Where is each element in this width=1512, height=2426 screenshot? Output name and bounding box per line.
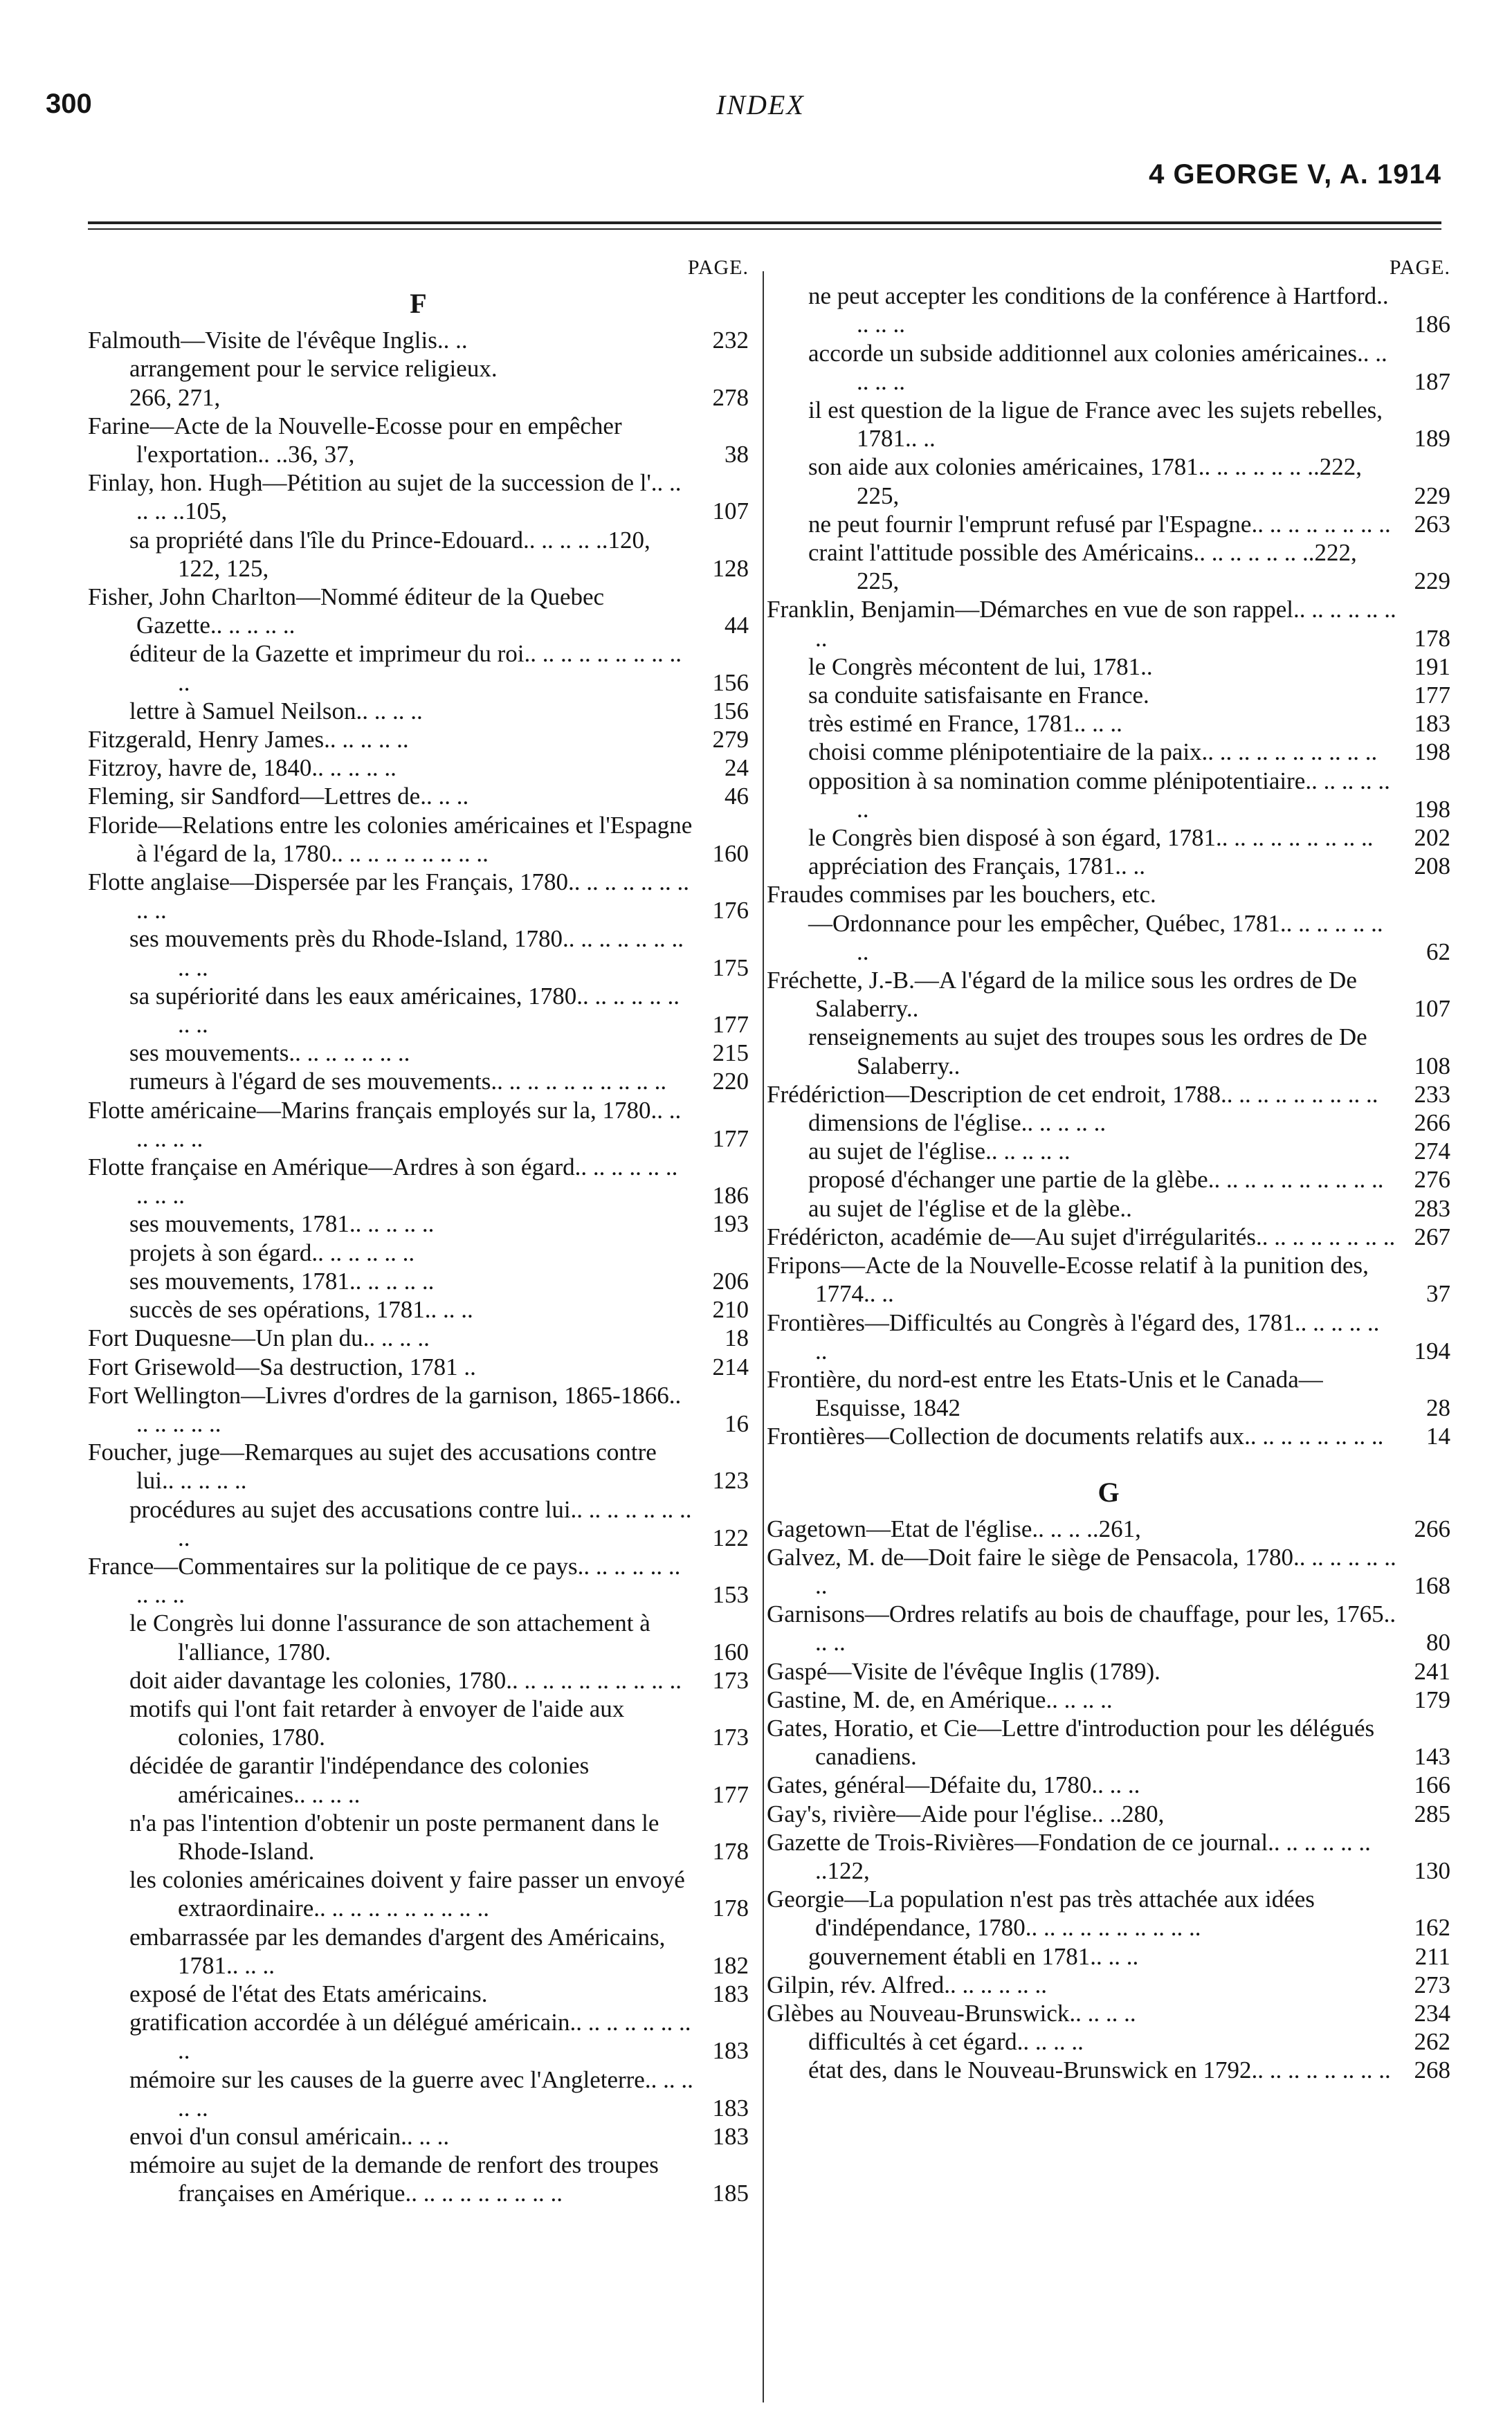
index-entry [767,1422,1450,1450]
entry-text: choisi comme plénipotentiaire de la paix.. .. .. .. .. .. .. .. .. .. [808,738,1378,766]
entry-text: Franklin, Benjamin—Démarches en vue de son rappel.. .. .. .. .. .. .. [767,596,1396,652]
entry-text: motifs qui l'ont fait retarder à envoyer de l'aide aux colonies, 1780. [129,1695,625,1751]
header-rule-thin [88,228,1441,230]
entry-page-ref: 202 [1414,824,1450,852]
entry-page-ref: 16 [725,1410,749,1437]
index-entry [767,966,1450,1023]
entry-text: décidée de garantir l'indépendance des colonies américaines.. .. .. .. [129,1752,590,1808]
entry-text: craint l'attitude possible des Américains.. .. .. .. .. .. ..222, 225, [808,539,1357,595]
index-subentry [88,1039,749,1067]
entry-text: ses mouvements.. .. .. .. .. .. .. [129,1039,410,1067]
entry-text: accorde un subside additionnel aux colonies américaines.. .. .. .. .. [808,339,1387,395]
index-entry [767,1543,1450,1600]
index-subentry [767,909,1450,966]
index-subentry [767,1165,1450,1194]
entry-page-ref: 178 [712,1895,749,1922]
entry-text: Falmouth—Visite de l'évêque Inglis.. .. [88,327,468,354]
entry-text: Fripons—Acte de la Nouvelle-Ecosse relatif à la punition des, 1774.. .. [767,1252,1369,1308]
index-subentry [767,681,1450,709]
page-title: INDEX [716,89,805,120]
section-gap [767,1451,1450,1470]
index-subentry [88,354,749,383]
entry-page-ref: 273 [1414,1971,1450,1998]
entry-page-ref: 160 [712,1638,749,1666]
entry-page-ref: 266 [1414,1109,1450,1137]
entry-page-ref: 108 [1414,1052,1450,1079]
entry-text: dimensions de l'église.. .. .. .. .. [808,1109,1106,1137]
index-entry [767,1251,1450,1308]
entry-page-ref: 214 [712,1353,749,1380]
entry-page-ref: 198 [1414,738,1450,766]
entry-text: opposition à sa nomination comme plénipotentiaire.. .. .. .. .. .. [808,767,1390,823]
entry-text: Frontières—Collection de documents relatifs aux.. .. .. .. .. .. .. .. [767,1423,1384,1450]
entry-page-ref: 44 [725,612,749,639]
entry-text: sa conduite satisfaisante en France. [808,682,1149,709]
entry-page-ref: 191 [1414,653,1450,680]
index-subentry [767,852,1450,880]
entry-text: Fréchette, J.-B.—A l'égard de la milice sous les ordres de De Salaberry.. [767,967,1357,1023]
entry-text: ne peut accepter les conditions de la conférence à Hartford.. .. .. .. [808,282,1389,338]
index-entry [767,1771,1450,1799]
index-subentry [88,526,749,583]
entry-page-ref: 178 [712,1837,749,1865]
entry-page-ref: 166 [1414,1771,1450,1799]
entry-text: proposé d'échanger une partie de la glèbe.. .. .. .. .. .. .. .. .. .. [808,1166,1384,1194]
index-entry [88,1381,749,1438]
index-entry [88,868,749,924]
index-subentry [767,2056,1450,2084]
index-entry [767,1686,1450,1714]
entry-text: —Ordonnance pour les empêcher, Québec, 1781.. .. .. .. .. .. .. [808,909,1383,965]
entry-page-ref: 266 [1414,1515,1450,1542]
index-entry [88,412,749,468]
entry-text: état des, dans le Nouveau-Brunswick en 1792.. .. .. .. .. .. .. .. [808,2056,1391,2084]
entry-page-ref: 14 [1426,1423,1450,1450]
entry-text: arrangement pour le service religieux. [129,355,498,383]
entry-page-ref: 274 [1414,1138,1450,1165]
entry-page-ref: 229 [1414,567,1450,595]
entry-text: Garnisons—Ordres relatifs au bois de chauffage, pour les, 1765.. .. .. [767,1600,1396,1657]
index-subentry [767,1109,1450,1137]
index-entry [88,468,749,525]
entry-page-ref: 183 [712,1980,749,2007]
index-entry [767,1365,1450,1422]
entry-page-ref: 176 [712,897,749,924]
index-entry [88,754,749,782]
index-subentry [767,282,1450,338]
index-subentry [767,396,1450,453]
entry-text: ses mouvements, 1781.. .. .. .. .. [129,1267,435,1295]
entry-text: Frédériction—Description de cet endroit, 1788.. .. .. .. .. .. .. .. .. [767,1080,1378,1108]
section-letter-g: G [1097,1476,1120,1508]
entry-text: doit aider davantage les colonies, 1780.. .. .. .. .. .. .. .. .. .. [129,1666,682,1694]
entry-text: Gazette de Trois-Rivières—Fondation de ce journal.. .. .. .. .. .. ..122, [767,1828,1371,1884]
left-column [88,253,749,2208]
entry-page-ref: 18 [725,1324,749,1352]
index-subentry [767,653,1450,681]
entry-text: Gilpin, rév. Alfred.. .. .. .. .. .. [767,1971,1048,1998]
entry-text: procédures au sujet des accusations contre lui.. .. .. .. .. .. .. .. [129,1495,692,1551]
entry-text: 266, 271, [129,383,221,411]
index-entry [767,1308,1450,1365]
index-subentry [88,1210,749,1238]
entry-text: succès de ses opérations, 1781.. .. .. [129,1296,473,1324]
entry-text: ses mouvements, 1781.. .. .. .. .. [129,1210,435,1238]
entry-text: Fitzroy, havre de, 1840.. .. .. .. .. [88,754,397,782]
entry-text: son aide aux colonies américaines, 1781.. .. .. .. .. .. ..222, 225, [808,453,1362,509]
entry-page-ref: 177 [712,1780,749,1808]
entry-text: il est question de la ligue de France avec les sujets rebelles, 1781.. .. [808,396,1383,453]
index-subentry [767,538,1450,595]
index-subentry [88,1295,749,1324]
index-entry [767,1828,1450,1885]
entry-page-ref: 187 [1414,367,1450,395]
index-entry [88,326,749,354]
entry-text: Gagetown—Etat de l'église.. .. .. ..261, [767,1515,1141,1542]
index-subentry [88,1751,749,1808]
index-entry [767,1999,1450,2027]
index-entry [767,1800,1450,1828]
column-divider [763,271,764,2402]
index-entry [88,1353,749,1381]
index-entry [88,725,749,754]
entry-text: Glèbes au Nouveau-Brunswick.. .. .. .. [767,1999,1136,2027]
index-entry [767,1515,1450,1543]
entry-page-ref: 283 [1414,1194,1450,1222]
entry-text: envoi d'un consul américain.. .. .. [129,2122,450,2150]
index-entry-list [767,1515,1450,2085]
index-subentry [767,339,1450,396]
index-entry [767,1971,1450,1999]
entry-page-ref: 156 [712,697,749,724]
page-column-label: PAGE. [687,256,749,279]
entry-text: difficultés à cet égard.. .. .. .. [808,2028,1084,2056]
entry-page-ref: 107 [712,498,749,525]
entry-page-ref: 220 [712,1068,749,1095]
entry-page-ref: 234 [1414,1999,1450,2027]
entry-page-ref: 143 [1414,1743,1450,1771]
entry-text: Fort Wellington—Livres d'ordres de la garnison, 1865-1866.. .. .. .. .. .. [88,1381,682,1437]
page-number: 300 [46,89,92,119]
index-subentry [767,1023,1450,1079]
entry-text: embarrassée par les demandes d'argent des Américains, 1781.. .. .. [129,1923,666,1979]
index-subentry [767,1137,1450,1165]
index-entry [88,1552,749,1609]
entry-text: ne peut fournir l'emprunt refusé par l'Espagne.. .. .. .. .. .. .. .. [808,510,1391,538]
entry-page-ref: 186 [1414,311,1450,338]
entry-text: le Congrès bien disposé à son égard, 1781.. .. .. .. .. .. .. .. .. [808,824,1374,852]
index-entry [767,1080,1450,1109]
entry-text: Frontière, du nord-est entre les Etats-Unis et le Canada—Esquisse, 1842 [767,1365,1323,1422]
index-subentry [767,453,1450,509]
page-column-label: PAGE. [1389,256,1450,279]
entry-page-ref: 173 [712,1666,749,1694]
index-entry [767,880,1450,909]
entry-text: Foucher, juge—Remarques au sujet des accusations contre lui.. .. .. .. .. [88,1439,657,1495]
entry-page-ref: 206 [712,1267,749,1295]
entry-text: Floride—Relations entre les colonies américaines et l'Espagne à l'égard de la, 1780.. .. .. .. .. .. .. .. .. [88,811,693,867]
entry-text: Gates, général—Défaite du, 1780.. .. .. [767,1771,1140,1799]
entry-text: mémoire au sujet de la demande de renfort des troupes françaises en Amérique.. .. .. .. .. .. .. .. .. [129,2151,659,2207]
index-subentry [88,2122,749,2151]
entry-page-ref: 276 [1414,1166,1450,1194]
entry-page-ref: 28 [1426,1394,1450,1422]
right-column [767,253,1450,2085]
entry-page-ref: 232 [712,327,749,354]
entry-page-ref: 177 [712,1011,749,1039]
entry-text: Farine—Acte de la Nouvelle-Ecosse pour en empêcher l'exportation.. ..36, 37, [88,412,622,468]
index-entry [88,782,749,810]
index-subentry [88,982,749,1039]
entry-text: Gastine, M. de, en Amérique.. .. .. .. [767,1686,1113,1713]
index-subentry [88,1695,749,1751]
index-subentry [88,2151,749,2207]
entry-text: au sujet de l'église.. .. .. .. .. [808,1138,1071,1165]
entry-text: Fitzgerald, Henry James.. .. .. .. .. [88,726,409,754]
index-entry [88,1324,749,1352]
entry-page-ref: 267 [1414,1223,1450,1250]
entry-text: Fort Grisewold—Sa destruction, 1781 .. [88,1353,476,1380]
entry-text: renseignements au sujet des troupes sous les ordres de De Salaberry.. [808,1023,1367,1079]
entry-page-ref: 241 [1414,1657,1450,1685]
entry-page-ref: 38 [725,441,749,468]
entry-page-ref: 183 [712,2094,749,2122]
entry-text: Fort Duquesne—Un plan du.. .. .. .. [88,1324,430,1352]
entry-page-ref: 182 [712,1951,749,1979]
session-label: 4 GEORGE V, A. 1914 [1149,159,1441,190]
entry-page-ref: 189 [1414,425,1450,453]
index-entry [88,1096,749,1153]
entry-text: rumeurs à l'égard de ses mouvements.. .. .. .. .. .. .. .. .. .. [129,1068,667,1095]
index-subentry [88,1923,749,1980]
entry-page-ref: 128 [712,554,749,582]
entry-text: mémoire sur les causes de la guerre avec l'Angleterre.. .. .. .. .. [129,2065,693,2122]
entry-text: très estimé en France, 1781.. .. .. [808,710,1122,738]
entry-text: exposé de l'état des Etats américains. [129,1980,488,2007]
entry-text: Galvez, M. de—Doit faire le siège de Pensacola, 1780.. .. .. .. .. .. .. [767,1543,1396,1599]
index-subentry [767,1194,1450,1223]
index-entry [767,595,1450,652]
entry-page-ref: 80 [1426,1629,1450,1657]
index-subentry [88,1980,749,2008]
entry-page-ref: 208 [1414,852,1450,880]
index-entry-list [88,326,749,2207]
entry-page-ref: 162 [1414,1914,1450,1942]
entry-page-ref: 130 [1414,1857,1450,1884]
entry-page-ref: 210 [712,1296,749,1324]
entry-text: Flotte américaine—Marins français employés sur la, 1780.. .. .. .. .. .. [88,1096,682,1152]
entry-text: n'a pas l'intention d'obtenir un poste permanent dans le Rhode-Island. [129,1809,659,1865]
entry-text: France—Commentaires sur la politique de ce pays.. .. .. .. .. .. .. .. .. [88,1552,681,1609]
index-subentry [88,1067,749,1095]
index-subentry [88,1495,749,1552]
entry-text: sa supériorité dans les eaux américaines, 1780.. .. .. .. .. .. .. .. [129,982,680,1039]
entry-page-ref: 177 [712,1124,749,1152]
index-entry [88,1153,749,1210]
entry-page-ref: 233 [1414,1080,1450,1108]
entry-page-ref: 183 [712,2122,749,2150]
entry-page-ref: 268 [1414,2056,1450,2084]
entry-page-ref: 263 [1414,510,1450,538]
entry-page-ref: 278 [712,383,749,411]
index-subentry [88,2008,749,2065]
index-subentry [88,1239,749,1267]
entry-page-ref: 186 [712,1182,749,1210]
index-subentry [88,639,749,696]
entry-text: projets à son égard.. .. .. .. .. .. [129,1239,415,1266]
entry-text: Fraudes commises par les bouchers, etc. [767,881,1156,909]
entry-page-ref: 173 [712,1724,749,1751]
entry-text: Fisher, John Charlton—Nommé éditeur de la Quebec Gazette.. .. .. .. .. [88,583,605,639]
entry-page-ref: 37 [1426,1280,1450,1308]
entry-page-ref: 279 [712,726,749,754]
index-subentry [767,510,1450,538]
index-subentry [88,697,749,725]
index-entry [88,811,749,868]
entry-text: Finlay, hon. Hugh—Pétition au sujet de la succession de l'.. .. .. .. ..105, [88,469,682,525]
index-subentry [767,823,1450,852]
entry-text: Gates, Horatio, et Cie—Lettre d'introduction pour les délégués canadiens. [767,1714,1375,1771]
index-subentry [767,738,1450,766]
index-subentry [767,767,1450,823]
entry-text: Fleming, sir Sandford—Lettres de.. .. .. [88,783,469,810]
entry-page-ref: 177 [1414,682,1450,709]
entry-page-ref: 198 [1414,795,1450,823]
index-subentry [767,709,1450,738]
index-subentry [88,1609,749,1666]
entry-text: Gaspé—Visite de l'évêque Inglis (1789). [767,1657,1160,1685]
entry-page-ref: 193 [712,1210,749,1238]
index-entry [767,1657,1450,1686]
entry-text: éditeur de la Gazette et imprimeur du roi.. .. .. .. .. .. .. .. .. .. [129,640,682,696]
entry-page-ref: 229 [1414,482,1450,509]
index-subentry [767,2027,1450,2056]
index-entry [767,1714,1450,1771]
entry-page-ref: 185 [712,2180,749,2207]
entry-page-ref: 160 [712,839,749,867]
entry-text: le Congrès mécontent de lui, 1781.. [808,653,1153,680]
entry-text: le Congrès lui donne l'assurance de son attachement à l'alliance, 1780. [129,1609,650,1666]
index-subentry [88,383,749,412]
entry-text: Georgie—La population n'est pas très attachée aux idées d'indépendance, 1780.. .. .. .. .. .. .. .. .. .. [767,1886,1315,1942]
entry-page-ref: 24 [725,754,749,782]
entry-text: au sujet de l'église et de la glèbe.. [808,1194,1132,1222]
entry-page-ref: 178 [1414,624,1450,652]
entry-page-ref: 215 [712,1039,749,1067]
entry-text: sa propriété dans l'île du Prince-Edouard.. .. .. .. ..120, 122, 125, [129,526,650,582]
entry-page-ref: 262 [1414,2028,1450,2056]
index-subentry [88,1666,749,1695]
index-subentry [88,924,749,981]
index-entry [767,1223,1450,1251]
section-letter-f: F [410,288,427,320]
entry-text: les colonies américaines doivent y faire passer un envoyé extraordinaire.. .. .. .. .. .. .. .. .. .. [129,1866,685,1922]
entry-text: Gay's, rivière—Aide pour l'église.. ..280, [767,1800,1165,1827]
entry-page-ref: 211 [1414,1942,1450,1970]
entry-text: gratification accordée à un délégué américain.. .. .. .. .. .. .. .. [129,2009,691,2065]
entry-page-ref: 46 [725,783,749,810]
entry-page-ref: 183 [1414,710,1450,738]
entry-text: Frontières—Difficultés au Congrès à l'égard des, 1781.. .. .. .. .. .. [767,1308,1380,1365]
index-subentry [88,1866,749,1922]
index-entry [767,1885,1450,1942]
entry-page-ref: 123 [712,1467,749,1495]
index-entry [88,1438,749,1495]
entry-page-ref: 122 [712,1524,749,1551]
entry-text: appréciation des Français, 1781.. .. [808,852,1145,880]
entry-text: ses mouvements près du Rhode-Island, 1780.. .. .. .. .. .. .. .. .. [129,925,684,981]
index-entry-list [767,282,1450,1450]
entry-page-ref: 168 [1414,1571,1450,1599]
index-subentry [767,1942,1450,1971]
index-subentry [88,1267,749,1295]
entry-text: Frédéricton, académie de—Au sujet d'irrégularités.. .. .. .. .. .. .. .. [767,1223,1396,1250]
index-subentry [88,1809,749,1866]
index-entry [767,1600,1450,1657]
header-rule-thick [88,221,1441,224]
entry-page-ref: 183 [712,2037,749,2065]
entry-text: gouvernement établi en 1781.. .. .. [808,1942,1139,1970]
entry-page-ref: 179 [1414,1686,1450,1713]
entry-page-ref: 156 [712,668,749,696]
entry-text: lettre à Samuel Neilson.. .. .. .. [129,697,423,724]
entry-page-ref: 175 [712,954,749,981]
entry-page-ref: 285 [1414,1800,1450,1827]
entry-text: Flotte anglaise—Dispersée par les Français, 1780.. .. .. .. .. .. .. .. .. [88,868,689,924]
index-subentry [88,2065,749,2122]
entry-page-ref: 62 [1426,938,1450,965]
entry-page-ref: 107 [1414,995,1450,1023]
entry-text: Flotte française en Amérique—Ardres à son égard.. .. .. .. .. .. .. .. .. [88,1153,678,1210]
entry-page-ref: 194 [1414,1337,1450,1365]
entry-page-ref: 153 [712,1581,749,1609]
index-entry [88,583,749,639]
